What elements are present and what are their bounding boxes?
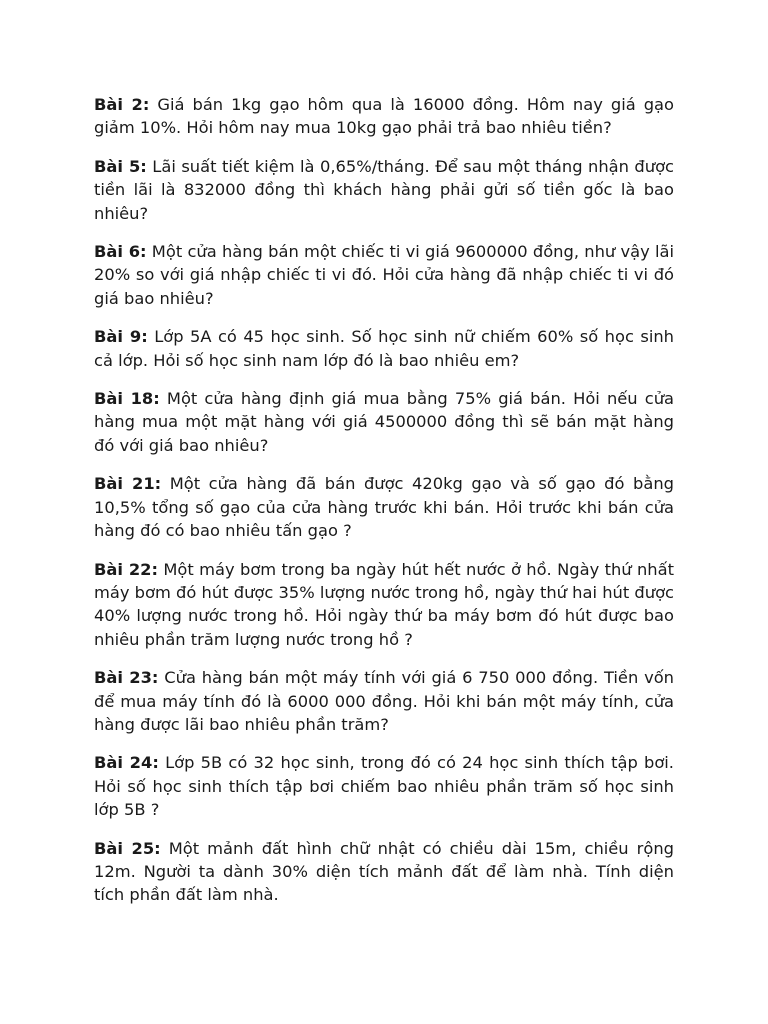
problem-5 [94,155,674,225]
document-page [94,93,674,922]
problem-label: Bài 25: [94,838,161,858]
problem-text: Một cửa hàng định giá mua bằng 75% giá bán. Hỏi nếu cửa hàng mua một mặt hàng với giá 4500000 đồng thì sẽ bán mặt hàng đó với giá bao nhiêu? [94,389,674,455]
problem-text: Một mảnh đất hình chữ nhật có chiều dài 15m, chiều rộng 12m. Người ta dành 30% diện tích mảnh đất để làm nhà. Tính diện tích phần đất làm nhà. [94,838,674,905]
problem-label: Bài 23: [94,668,159,688]
problem-6 [94,240,674,310]
problem-25 [94,837,674,907]
problem-label: Bài 5: [94,156,147,176]
problem-21 [94,472,674,542]
problem-18 [94,387,674,457]
problem-2 [94,93,674,140]
problem-9 [94,325,674,372]
problem-text: Một cửa hàng bán một chiếc ti vi giá 9600000 đồng, như vậy lãi 20% so với giá nhập chiếc ti vi đó. Hỏi cửa hàng đã nhập chiếc ti vi đó giá bao nhiêu? [94,242,674,308]
problem-text: Lớp 5A có 45 học sinh. Số học sinh nữ chiếm 60% số học sinh cả lớp. Hỏi số học sinh nam lớp đó là bao nhiêu em? [94,327,674,370]
problem-label: Bài 6: [94,242,147,262]
problem-22 [94,558,674,652]
problem-text: Lớp 5B có 32 học sinh, trong đó có 24 học sinh thích tập bơi. Hỏi số học sinh thích tập bơi chiếm bao nhiêu phần trăm số học sinh lớp 5B ? [94,753,674,820]
problem-label: Bài 24: [94,753,159,773]
problem-label: Bài 21: [94,474,162,494]
problem-23 [94,666,674,736]
problem-24 [94,751,674,821]
problem-text: Cửa hàng bán một máy tính với giá 6 750 000 đồng. Tiền vốn để mua máy tính đó là 6000 000 đồng. Hỏi khi bán một máy tính, cửa hàng được lãi bao nhiêu phần trăm? [94,668,674,734]
problem-text: Một cửa hàng đã bán được 420kg gạo và số gạo đó bằng 10,5% tổng số gạo của cửa hàng trước khi bán. Hỏi trước khi bán cửa hàng đó có bao nhiêu tấn gạo ? [94,474,674,541]
problem-label: Bài 18: [94,389,160,409]
problem-text: Một máy bơm trong ba ngày hút hết nước ở hồ. Ngày thứ nhất máy bơm đó hút được 35% lượng nước trong hồ, ngày thứ hai hút được 40% lượng nước trong hồ. Hỏi ngày thứ ba máy bơm đó hút được bao nhiêu phần trăm lượng nước trong hồ ? [94,559,674,649]
problem-text: Lãi suất tiết kiệm là 0,65%/tháng. Để sau một tháng nhận được tiền lãi là 832000 đồng thì khách hàng phải gửi số tiền gốc là bao nhiêu? [94,156,674,223]
problem-label: Bài 22: [94,559,159,579]
problem-label: Bài 2: [94,95,150,114]
problem-text: Giá bán 1kg gạo hôm qua là 16000 đồng. Hôm nay giá gạo giảm 10%. Hỏi hôm nay mua 10kg gạo phải trả bao nhiêu tiền? [94,95,674,138]
problem-label: Bài 9: [94,327,148,347]
